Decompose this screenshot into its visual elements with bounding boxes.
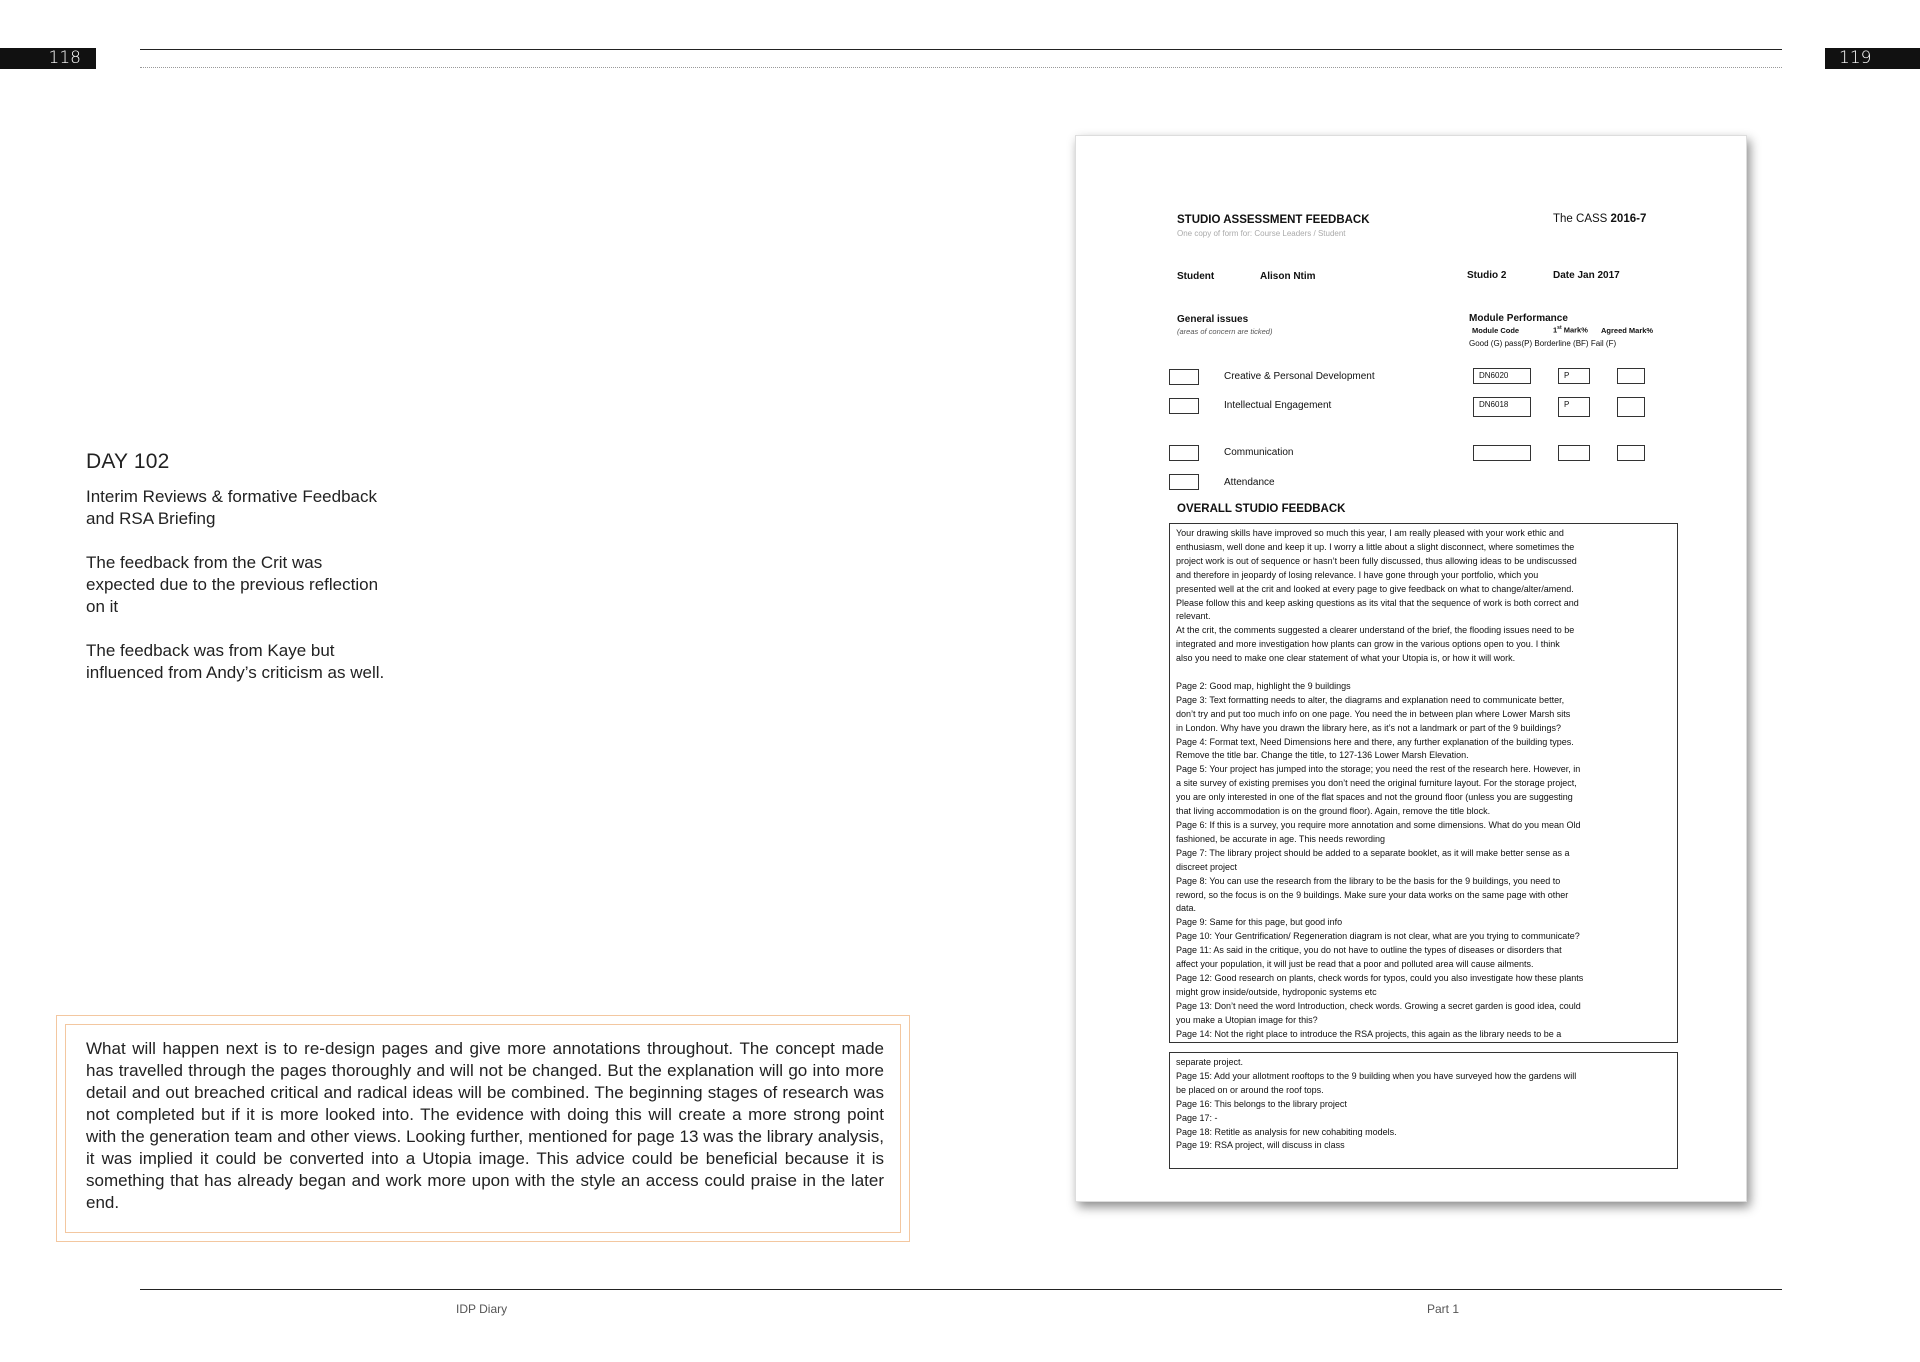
- issue-checkbox: [1169, 398, 1199, 414]
- agreed-mark-box: [1617, 368, 1645, 384]
- feedback-line: Page 4: Format text, Need Dimensions here and there, any further explanation of the building types.: [1176, 736, 1574, 747]
- student-label: Student: [1177, 271, 1215, 282]
- cass-label: The CASS: [1553, 213, 1608, 225]
- feedback-line: don’t try and put too much info on one page. You need the in between plan where Lower Marsh sits: [1176, 708, 1571, 719]
- module-code-box: [1473, 445, 1531, 461]
- entry-paragraph: The feedback was from Kaye but influenced from Andy’s criticism as well.: [86, 641, 385, 682]
- feedback-line: data.: [1176, 903, 1197, 914]
- overall-feedback-heading: OVERALL STUDIO FEEDBACK: [1177, 503, 1346, 515]
- agreed-mark-box: [1617, 397, 1645, 417]
- feedback-line: Page 16: This belongs to the library project: [1176, 1098, 1347, 1109]
- feedback-line: Page 10: Your Gentrification/ Regeneration diagram is not clear, what are you trying to communicate?: [1176, 931, 1580, 942]
- first-mark-box: P: [1558, 397, 1590, 417]
- feedback-line: Page 18: Retitle as analysis for new cohabiting models.: [1176, 1126, 1397, 1137]
- entry-title: DAY 102: [86, 450, 170, 473]
- header-rule: [140, 49, 1782, 50]
- feedback-line: Page 14: Not the right place to introduce the RSA projects, this again as the library needs to be a: [1176, 1028, 1562, 1039]
- first-mark-box: [1558, 445, 1590, 461]
- feedback-line: Your drawing skills have improved so much this year, I am really pleased with your work ethic and: [1176, 528, 1564, 538]
- issue-label: Communication: [1224, 447, 1294, 458]
- entry-paragraph: The feedback from the Crit was expected due to the previous reflection on it: [86, 553, 379, 616]
- feedback-line: Page 5: Your project has jumped into the storage; you need the rest of the research here. However, in: [1176, 764, 1581, 775]
- feedback-line: in London. Why have you drawn the library here, as it’s not a landmark or part of the 9 buildings?: [1176, 722, 1562, 733]
- feedback-line: presented well at the crit and looked at every page to give feedback on what to change/alter/amend.: [1176, 583, 1574, 594]
- feedback-line: Page 2: Good map, highlight the 9 buildings: [1176, 680, 1351, 691]
- feedback-line: enthusiasm, well done and keep it up. I worry a little about a slight disconnect, where sometimes the: [1176, 541, 1575, 552]
- feedback-line: Page 17: -: [1176, 1112, 1218, 1123]
- module-code-box: DN6018: [1473, 397, 1531, 417]
- module-code-box: DN6020: [1473, 368, 1531, 384]
- feedback-line: At the crit, the comments suggested a clearer understand of the brief, the flooding issues need to be: [1176, 625, 1575, 636]
- feedback-text-continued: [1170, 1053, 1677, 1153]
- feedback-line: reword, so the focus is on the 9 buildings. Make sure your data works on the same page with other: [1176, 889, 1569, 900]
- page-number-left: 118: [0, 48, 96, 69]
- feedback-line: Page 6: If this is a survey, you require more annotation and some dimensions. What do you mean Old: [1176, 820, 1581, 831]
- form-title: STUDIO ASSESSMENT FEEDBACK: [1177, 214, 1370, 226]
- first-mark-label: 1st Mark%: [1553, 325, 1588, 335]
- module-code-label: Module Code: [1472, 326, 1520, 335]
- agreed-mark-box: [1617, 445, 1645, 461]
- agreed-mark-label: Agreed Mark%: [1601, 326, 1654, 335]
- feedback-line: project work is out of sequence or hasn’t been fully discussed, thus allowing ideas to be undiscussed: [1176, 555, 1577, 566]
- feedback-line: affect your population, it will just be read that a poor and polluted area will cause ailments.: [1176, 959, 1534, 970]
- feedback-line: discreet project: [1176, 861, 1238, 872]
- first-mark-box: P: [1558, 368, 1590, 384]
- feedback-line: Page 13: Don’t need the word Introduction, check words. Growing a secret garden is good idea, could: [1176, 1000, 1581, 1011]
- feedback-line: Page 3: Text formatting needs to alter, the diagrams and explanation need to communicate better,: [1176, 694, 1565, 705]
- feedback-line: be placed on or around the roof tops.: [1176, 1084, 1324, 1095]
- feedback-box-continued: [1169, 1052, 1678, 1169]
- feedback-line: might grow inside/outside, hydroponic systems etc: [1176, 986, 1377, 997]
- feedback-line: you make a Utopian image for this?: [1176, 1014, 1318, 1025]
- footer-part: Part 1: [1427, 1302, 1460, 1316]
- footer-title: IDP Diary: [456, 1302, 508, 1316]
- feedback-line: separate project.: [1176, 1057, 1244, 1067]
- form-date: Date Jan 2017: [1553, 270, 1620, 281]
- feedback-line: Page 12: Good research on plants, check words for typos, could you also investigate how these plants: [1176, 972, 1584, 983]
- feedback-line: also you need to make one clear statement of what your Utopia is, or how it will work.: [1176, 653, 1516, 664]
- form-subtitle: One copy of form for: Course Leaders / Student: [1177, 229, 1346, 238]
- feedback-line: a site survey of existing premises you don’t need the original furniture layout. For the storage project,: [1176, 778, 1577, 789]
- issue-checkbox: [1169, 369, 1199, 385]
- feedback-line: and therefore in jeopardy of losing relevance. I have gone through your portfolio, which you: [1176, 569, 1539, 580]
- entry-paragraph: Interim Reviews & formative Feedback and RSA Briefing: [86, 487, 377, 528]
- feedback-line: [1176, 666, 1673, 680]
- feedback-line: Please follow this and keep asking questions as its vital that the sequence of work is both correct and: [1176, 597, 1579, 608]
- feedback-line: Page 19: RSA project, will discuss in class: [1176, 1140, 1345, 1151]
- issue-checkbox: [1169, 474, 1199, 490]
- feedback-line: fashioned, be accurate in age. This needs rewording: [1176, 833, 1385, 844]
- student-name: Alison Ntim: [1260, 271, 1316, 282]
- feedback-line: relevant.: [1176, 611, 1211, 622]
- feedback-line: Page 11: As said in the critique, you do not have to outline the types of diseases or disorders that: [1176, 945, 1562, 956]
- feedback-line: that living accommodation is on the ground floor). Again, remove the title block.: [1176, 806, 1491, 817]
- scanned-feedback-form: [1075, 135, 1747, 1202]
- footer-rule: [140, 1289, 1782, 1290]
- feedback-box: [1169, 523, 1678, 1043]
- general-issues-heading: General issues: [1177, 314, 1249, 325]
- feedback-line: Page 15: Add your allotment rooftops to the 9 building when you have surveyed how the gardens will: [1176, 1070, 1577, 1081]
- grade-key: Good (G) pass(P) Borderline (BF) Fail (F): [1469, 339, 1617, 348]
- entry-text: [86, 486, 386, 706]
- feedback-text: [1170, 524, 1677, 1042]
- issue-label: Intellectual Engagement: [1224, 400, 1332, 411]
- header-dotted-rule: [140, 67, 1782, 68]
- feedback-line: Page 9: Same for this page, but good info: [1176, 917, 1343, 928]
- issue-label: Attendance: [1224, 477, 1275, 488]
- feedback-line: Remove the title bar. Change the title, to 127-136 Lower Marsh Elevation.: [1176, 750, 1469, 761]
- reflection-text: What will happen next is to re-design pages and give more annotations throughout. The concept made has travelled through the pages thoroughly and will not be changed. But the explanation will go into more detail and out breached critical and radical ideas will be combined. The beginning stages of research was not completed but if it is more looked into. The evidence with doing this will create a more strong point with the generation team and other views. Looking further, mentioned for page 13 was the library analysis, it was implied it could be converted into a Utopia image. This advice could be beneficial because it is something that has already began and work more upon with the style an access could praise in the later end.: [86, 1039, 884, 1212]
- page-number-right: 119: [1825, 48, 1920, 69]
- cass-year: 2016-7: [1610, 213, 1647, 225]
- feedback-line: Page 8: You can use the research from the library to be the basis for the 9 buildings, you need to: [1176, 875, 1561, 886]
- feedback-line: you are only interested in one of the flat spaces and not the ground floor (unless you are suggesting: [1176, 792, 1573, 803]
- general-issues-note: (areas of concern are ticked): [1177, 327, 1273, 336]
- module-performance-heading: Module Performance: [1469, 313, 1568, 324]
- studio-number: Studio 2: [1467, 270, 1507, 281]
- feedback-line: Page 7: The library project should be added to a separate booklet, as it will make better sense as a: [1176, 847, 1570, 858]
- issue-checkbox: [1169, 445, 1199, 461]
- feedback-line: integrated and more investigation how plants can grow in the various options open to you. I think: [1176, 639, 1560, 650]
- issue-label: Creative & Personal Development: [1224, 371, 1375, 382]
- form-cass-year: [1553, 213, 1646, 225]
